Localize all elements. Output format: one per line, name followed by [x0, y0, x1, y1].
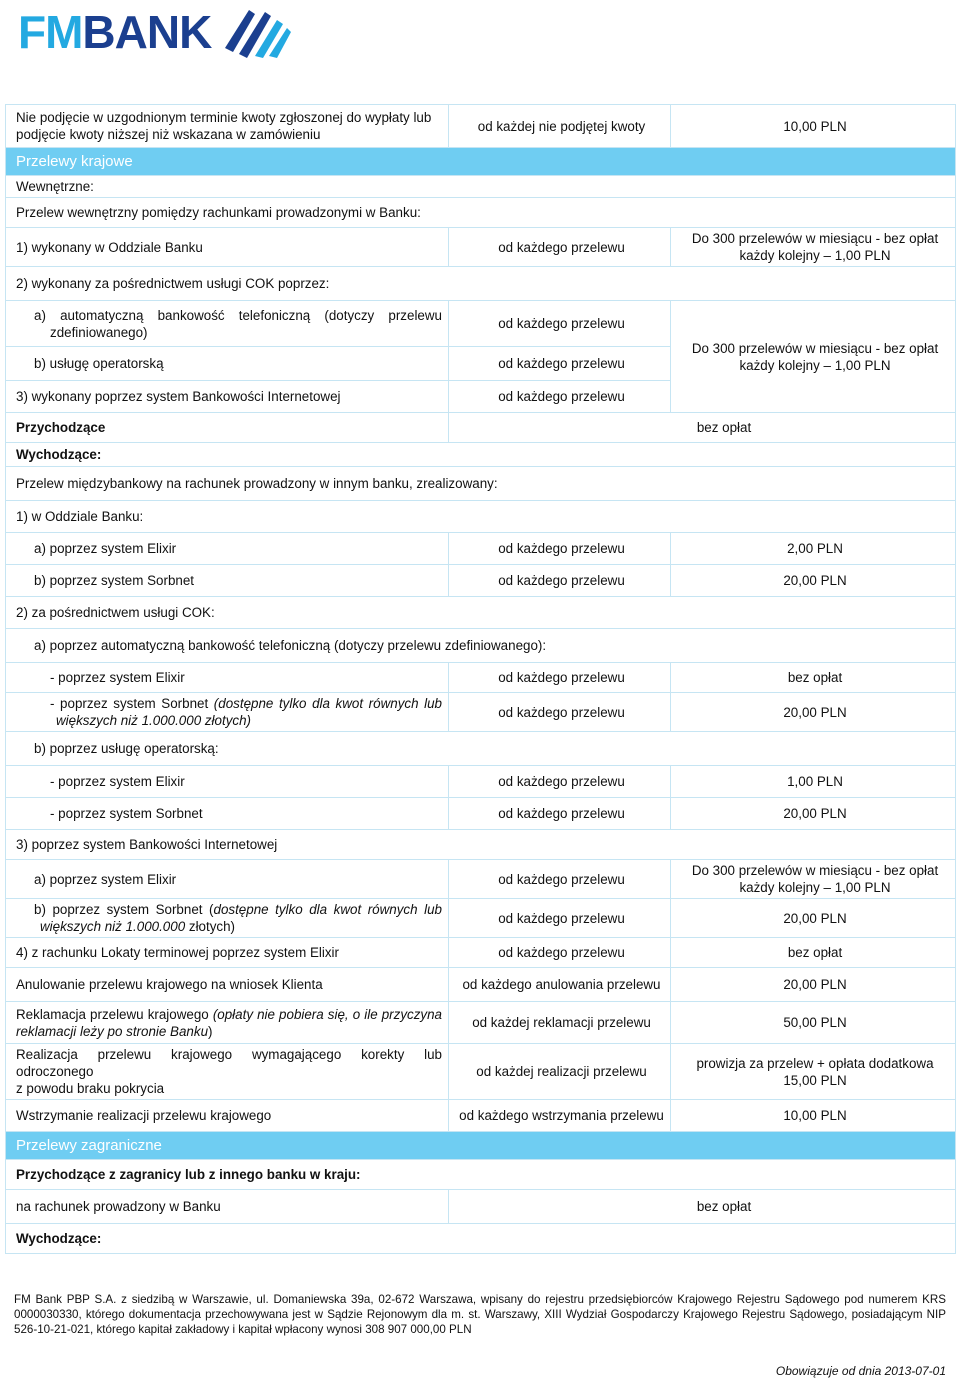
section-title: Przelewy zagraniczne	[6, 1132, 956, 1160]
table-row: 2) wykonany za pośrednictwem usługi COK poprzez:	[6, 267, 956, 301]
logo-stripes-icon	[215, 4, 293, 60]
section-header	[6, 148, 956, 176]
table-row: b) poprzez system Sorbnet od każdego przelewu 20,00 PLN	[6, 565, 956, 597]
table-row: Wychodzące:	[6, 1224, 956, 1254]
logo-wordmark: FMBANK	[18, 6, 212, 58]
table-row: 3) wykonany poprzez system Bankowości Internetowej od każdego przelewu	[6, 381, 956, 413]
row-fee: 10,00 PLN	[671, 105, 956, 148]
table-row: a) poprzez system Elixir od każdego przelewu Do 300 przelewów w miesiącu - bez opłat każdy kolejny – 1,00 PLN	[6, 860, 956, 899]
table-row: Przelew wewnętrzny pomiędzy rachunkami prowadzonymi w Banku:	[6, 198, 956, 228]
section-header	[6, 1132, 956, 1160]
table-row: a) automatyczną bankowość telefoniczną (dotyczy przelewu zdefiniowanego) od każdego przelewu Do 300 przelewów w miesiącu - bez opłat każdy kolejny – 1,00 PLN	[6, 301, 956, 347]
table-row: Wewnętrzne:	[6, 176, 956, 198]
table-row: Przelew międzybankowy na rachunek prowadzony w innym banku, zrealizowany:	[6, 467, 956, 501]
table-row: Przychodzące bez opłat	[6, 413, 956, 443]
effective-date: Obowiązuje od dnia 2013-07-01	[775, 1364, 946, 1378]
table-row: Reklamacja przelewu krajowego (opłaty nie pobiera się, o ile przyczyna reklamacji leży po stronie Banku) od każdej reklamacji przelewu 50,00 PLN	[6, 1002, 956, 1044]
table-row: na rachunek prowadzony w Banku bez opłat	[6, 1190, 956, 1224]
fee-table	[5, 104, 956, 1254]
table-row: 1) w Oddziale Banku:	[6, 501, 956, 533]
table-row: - poprzez system Sorbnet (dostępne tylko dla kwot równych lub większych niż 1.000.000 złotych) od każdego przelewu 20,00 PLN	[6, 693, 956, 732]
table-row: - poprzez system Elixir od każdego przelewu bez opłat	[6, 663, 956, 693]
table-row: - poprzez system Sorbnet od każdego przelewu 20,00 PLN	[6, 798, 956, 830]
table-row: b) poprzez system Sorbnet (dostępne tylko dla kwot równych lub większych niż 1.000.000 złotych) od każdego przelewu 20,00 PLN	[6, 899, 956, 938]
table-row: Wychodzące:	[6, 443, 956, 467]
row-unit: od każdej nie podjętej kwoty	[449, 105, 671, 148]
fm-bank-logo	[18, 4, 293, 60]
table-row: a) poprzez automatyczną bankowość telefoniczną (dotyczy przelewu zdefiniowanego):	[6, 629, 956, 663]
table-row: 2) za pośrednictwem usługi COK:	[6, 597, 956, 629]
table-row: - poprzez system Elixir od każdego przelewu 1,00 PLN	[6, 766, 956, 798]
table-row: b) usługę operatorską od każdego przelewu	[6, 347, 956, 381]
table-row: b) poprzez usługę operatorską:	[6, 732, 956, 766]
table-row: Realizacja przelewu krajowego wymagającego korekty lub odroczonego z powodu braku pokrycia od każdej realizacji przelewu prowizja za przelew + opłata dodatkowa 15,00 PLN	[6, 1044, 956, 1100]
table-row: Wstrzymanie realizacji przelewu krajowego od każdego wstrzymania przelewu 10,00 PLN	[6, 1100, 956, 1132]
table-row: 4) z rachunku Lokaty terminowej poprzez system Elixir od każdego przelewu bez opłat	[6, 938, 956, 968]
table-row: 3) poprzez system Bankowości Internetowej	[6, 830, 956, 860]
row-label: Nie podjęcie w uzgodnionym terminie kwoty zgłoszonej do wypłaty lub podjęcie kwoty niższej niż wskazana w zamówieniu	[6, 105, 449, 148]
section-title: Przelewy krajowe	[6, 148, 956, 176]
table-row: Przychodzące z zagranicy lub z innego banku w kraju:	[6, 1160, 956, 1190]
table-row	[6, 105, 956, 148]
table-row: 1) wykonany w Oddziale Banku od każdego przelewu Do 300 przelewów w miesiącu - bez opłat każdy kolejny – 1,00 PLN	[6, 228, 956, 267]
table-row: a) poprzez system Elixir od każdego przelewu 2,00 PLN	[6, 533, 956, 565]
legal-footer: FM Bank PBP S.A. z siedzibą w Warszawie, ul. Domaniewska 39a, 02-672 Warszawa, wpisany do rejestru przedsiębiorców Krajowego Rejestru Sądowego pod numerem KRS 0000030330, którego dokumentacja przechowywana jest w Sądzie Rejonowym dla m. st. Warszawy, XIII Wydział Gospodarczy Krajowego Rejestru Sądowego, posiadającym NIP 526-10-21-021, którego kapitał zakładowy i kapitał wpłacony wynosi 308 907 000,00 PLN	[14, 1293, 946, 1336]
table-row: Anulowanie przelewu krajowego na wniosek Klienta od każdego anulowania przelewu 20,00 PLN	[6, 968, 956, 1002]
